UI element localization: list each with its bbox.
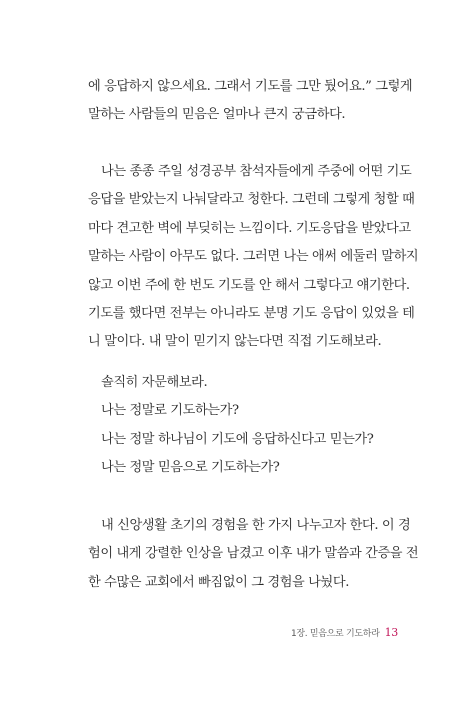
question-line: 나는 정말 믿음으로 기도하는가?	[101, 460, 280, 476]
text-line: 내 신앙생활 초기의 경험을 한 가지 나누고자 한다. 이 경	[101, 518, 411, 533]
text-line: 말하는 사람이 아무도 없다. 그러면 나는 애써 에둘러 말하지	[88, 249, 419, 265]
text-line: 솔직히 자문해보라.	[101, 375, 208, 390]
page-footer	[291, 626, 398, 639]
question-line: 나는 정말 하나님이 기도에 응답하신다고 믿는가?	[101, 431, 374, 447]
text-line: 않고 이번 주에 한 번도 기도를 안 해서 그렇다고 얘기한다.	[88, 277, 410, 293]
text-line: 기도를 했다면 전부는 아니라도 분명 기도 응답이 있었을 테	[88, 305, 415, 321]
text-line: 말하는 사람들의 믿음은 얼마나 큰지 궁금하다.	[88, 107, 346, 123]
paragraph-bible-study	[88, 158, 419, 357]
text-line: 마다 견고한 벽에 부딪히는 느낌이다. 기도응답을 받았다고	[88, 220, 411, 236]
text-line: 에 응답하지 않으세요. 그래서 기도를 그만 뒀어요.” 그렇게	[88, 79, 413, 94]
paragraph-experience	[88, 512, 419, 597]
text-line: 나는 종종 주일 성경공부 참석자들에게 주중에 어떤 기도	[101, 164, 412, 179]
paragraph-continued	[88, 73, 413, 130]
page-number: 13	[384, 626, 398, 639]
question-line: 나는 정말로 기도하는가?	[101, 403, 239, 419]
text-line: 험이 내게 강렬한 인상을 남겼고 이후 내가 말씀과 간증을 전	[88, 546, 419, 562]
running-head: 1장. 믿음으로 기도하라	[290, 629, 380, 639]
text-line: 한 수많은 교회에서 빠짐없이 그 경험을 나눴다.	[88, 574, 349, 590]
text-line: 응답을 받았는지 나눠달라고 청한다. 그런데 그렇게 청할 때	[88, 192, 415, 208]
paragraph-questions	[88, 369, 388, 483]
text-line: 니 말이다. 내 말이 믿기지 않는다면 직접 기도해보라.	[88, 334, 382, 350]
